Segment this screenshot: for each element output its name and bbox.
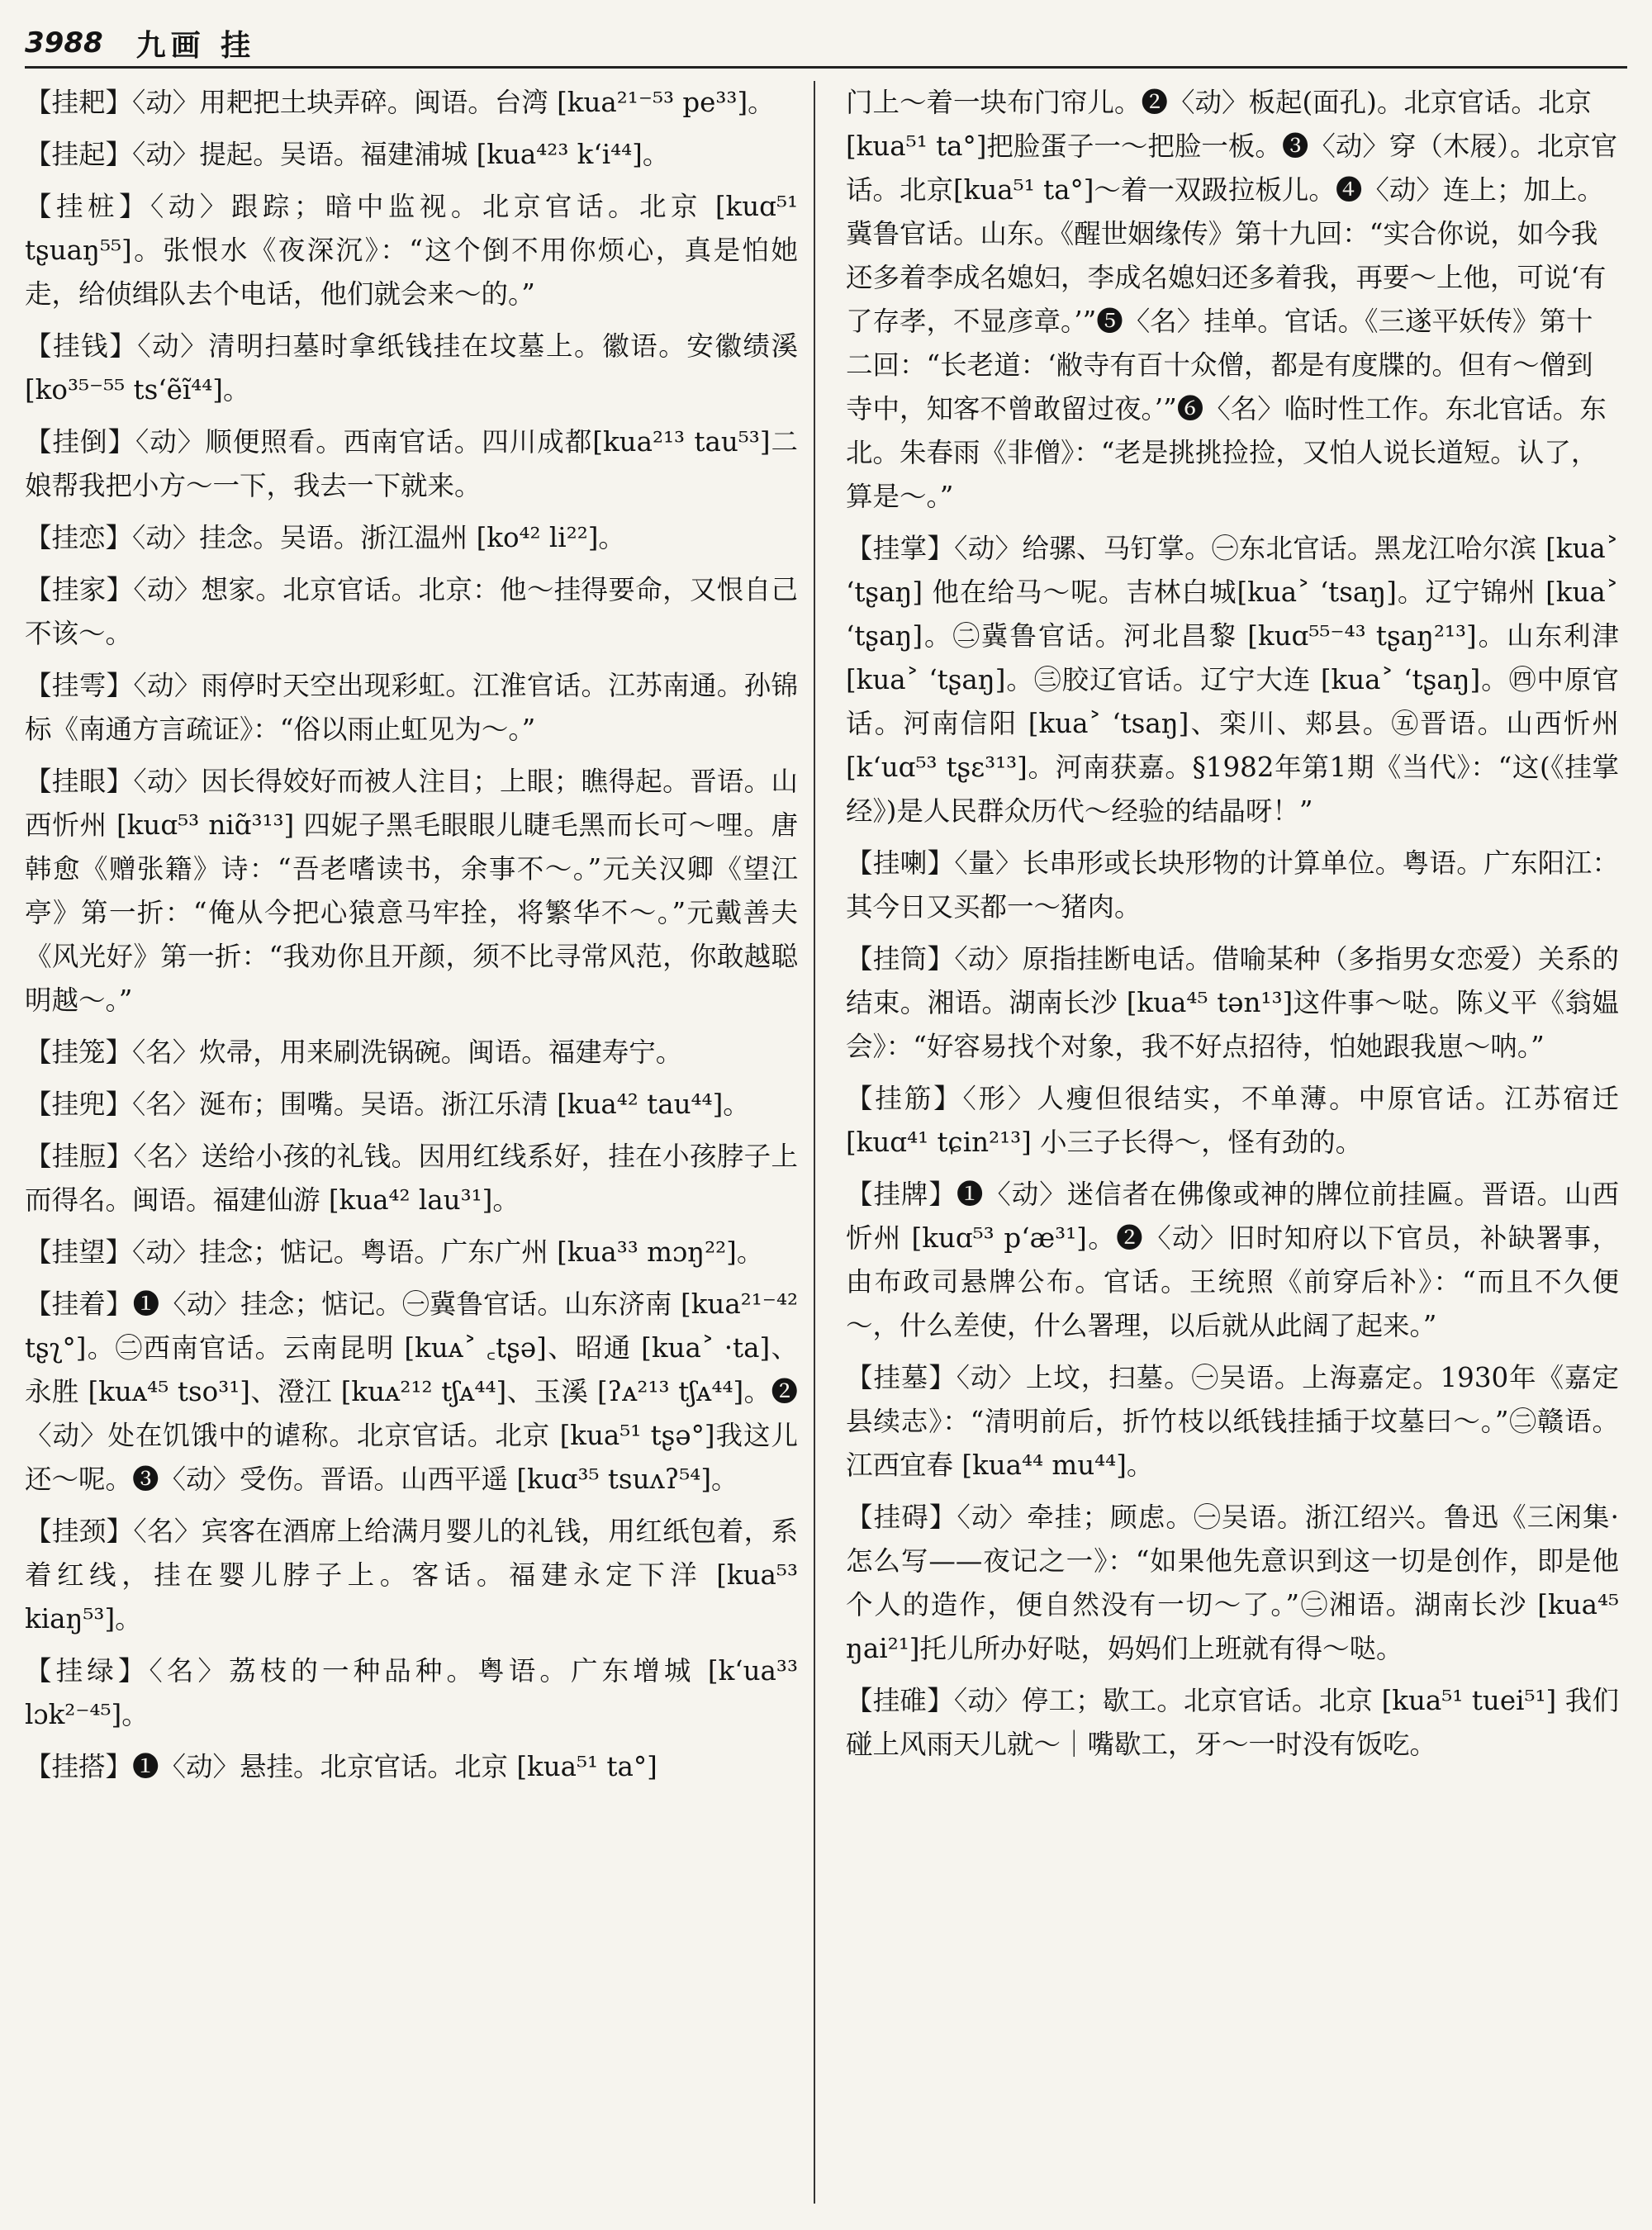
- page-number: 3988: [25, 26, 103, 59]
- entry-gua-tong: 【挂筒】〈动〉原指挂断电话。借喻某种（多指男女恋爱）关系的结束。湘语。湖南长沙 [kua⁴⁵ tən¹³]这件事～哒。陈义平《翁媪会》：“好容易找个对象，我不好点招待，怕她跟我崽～呐。”: [846, 943, 1619, 1062]
- entry-gua-jing: 【挂颈】〈名〉宾客在酒席上给满月婴儿的礼钱，用红纸包着，系着红线，挂在婴儿脖子上。客话。福建永定下洋 [kua⁵³ kiaŋ⁵³]。: [25, 1516, 798, 1635]
- entry-gua-yan: 【挂眼】〈动〉因长得姣好而被人注目；上眼；瞧得起。晋语。山西忻州 [kuɑ⁵³ niɑ̃³¹³] 四妮子黑毛眼眼儿睫毛黑而长可～哩。唐韩愈《赠张籍》诗：“吾老嗜读书，余事不～。”元关汉卿《望江亭》第一折：“俺从今把心猿意马牢拴，将繁华不～。”元戴善夫《风光好》第一折：“我劝你且开颜，须不比寻常风范，你敢越聪明越～。”: [25, 766, 798, 1016]
- entry-gua-yu: 【挂雩】〈动〉雨停时天空出现彩虹。江淮官话。江苏南通。孙锦标《南通方言疏证》：“俗以雨止虹见为～。”: [25, 670, 798, 745]
- entry-gua-wang: 【挂望】〈动〉挂念；惦记。粤语。广东广州 [kua³³ mɔŋ²²]。: [25, 1236, 764, 1268]
- entry-gua-ai: 【挂碍】〈动〉牵挂；顾虑。㊀吴语。浙江绍兴。鲁迅《三闲集·怎么写——夜记之一》：“如果他先意识到这一切是创作，即是他个人的造作，便自然没有一切～了。”㊁湘语。湖南长沙 [kua⁴⁵ ŋai²¹]托儿所办好哒，妈妈们上班就有得～哒。: [846, 1502, 1619, 1664]
- entry-gua-qian: 【挂钱】〈动〉清明扫墓时拿纸钱挂在坟墓上。徽语。安徽绩溪 [ko³⁵⁻⁵⁵ ts‘ẽĩ⁴⁴]。: [25, 330, 798, 406]
- entry-gua-lv: 【挂绿】〈名〉荔枝的一种品种。粤语。广东增城 [k‘ua³³ lɔk²⁻⁴⁵]。: [25, 1655, 798, 1730]
- entry-gua-dou: 【挂兜】〈名〉涎布；围嘴。吴语。浙江乐清 [kua⁴² tau⁴⁴]。: [25, 1089, 750, 1120]
- entry-gua-lian: 【挂恋】〈动〉挂念。吴语。浙江温州 [ko⁴² li²²]。: [25, 522, 625, 553]
- section-title: 九画 挂: [135, 27, 256, 63]
- column-divider: [814, 81, 815, 2204]
- left-column: [25, 81, 798, 2212]
- entry-gua-zhe: 【挂着】❶〈动〉挂念；惦记。㊀冀鲁官话。山东济南 [kua²¹⁻⁴² tʂʅ°]。㊁西南官话。云南昆明 [kuᴀ˃ ꜀tʂə]、昭通 [kua˃ ·ta]、永胜 [kuᴀ⁴⁵ tso³¹]、澄江 [kuᴀ²¹² tʃᴀ⁴⁴]、玉溪 [ʔᴀ²¹³ tʃᴀ⁴⁴]。❷〈动〉处在饥饿中的谑称。北京官话。北京 [kua⁵¹ tʂə°]我这儿还～呢。❸〈动〉受伤。晋语。山西平遥 [kuɑ³⁵ tsuʌʔ⁵⁴]。: [25, 1288, 798, 1495]
- entry-gua-qi: 【挂起】〈动〉提起。吴语。福建浦城 [kua⁴²³ k‘i⁴⁴]。: [25, 139, 670, 170]
- entry-gua-da: 【挂搭】❶〈动〉悬挂。北京官话。北京 [kua⁵¹ ta°]: [25, 1751, 657, 1782]
- entry-gua-zhuang: 【挂桩】〈动〉跟踪；暗中监视。北京官话。北京 [kuɑ⁵¹ tʂuaŋ⁵⁵]。张恨水《夜深沉》：“这个倒不用你烦心，真是怕她走，给侦缉队去个电话，他们就会来～的。”: [25, 191, 798, 310]
- entry-gua-jia: 【挂家】〈动〉想家。北京官话。北京：他～挂得要命，又恨自己不该～。: [25, 574, 798, 649]
- entry-gua-dao: 【挂倒】〈动〉顺便照看。西南官话。四川成都[kua²¹³ tau⁵³]二娘帮我把小方～一下，我去一下就来。: [25, 426, 798, 501]
- entry-gua-jin: 【挂筋】〈形〉人瘦但很结实，不单薄。中原官话。江苏宿迁 [kuɑ⁴¹ tɕin²¹³] 小三子长得～，怪有劲的。: [846, 1083, 1619, 1158]
- entry-gua-la: 【挂喇】〈量〉长串形或长块形物的计算单位。粤语。广东阳江：其今日又买都一～猪肉。: [846, 847, 1619, 923]
- entry-gua-dou-neck: 【挂脰】〈名〉送给小孩的礼钱。因用红线系好，挂在小孩脖子上而得名。闽语。福建仙游 [kua⁴² lau³¹]。: [25, 1141, 798, 1216]
- entry-gua-mu: 【挂墓】〈动〉上坟，扫墓。㊀吴语。上海嘉定。1930年《嘉定县续志》：“清明前后，折竹枝以纸钱挂插于坟墓曰～。”㊁赣语。江西宜春 [kua⁴⁴ mu⁴⁴]。: [846, 1362, 1619, 1481]
- entry-gua-pa: 【挂耙】〈动〉用耙把土块弄碎。闽语。台湾 [kua²¹⁻⁵³ pe³³]。: [25, 87, 775, 118]
- entry-gua-zhang: 【挂掌】〈动〉给骡、马钉掌。㊀东北官话。黑龙江哈尔滨 [kua˃ ‘tʂaŋ] 他在给马～呢。吉林白城[kua˃ ‘tsaŋ]。辽宁锦州 [kua˃ ‘tʂaŋ]。㊁冀鲁官话。河北昌黎 [kuɑ⁵⁵⁻⁴³ tʂaŋ²¹³]。山东利津 [kua˃ ‘tʂaŋ]。㊂胶辽官话。辽宁大连 [kua˃ ‘tʂaŋ]。㊃中原官话。河南信阳 [kua˃ ‘tsaŋ]、栾川、郏县。㊄晋语。山西忻州 [k‘uɑ⁵³ tʂɛ³¹³]。河南获嘉。§1982年第1期《当代》：“这(《挂掌经》)是人民群众历代～经验的结晶呀！”: [846, 533, 1619, 827]
- page-header: [25, 20, 1627, 69]
- entry-gua-da-continued: 门上～着一块布门帘儿。❷〈动〉板起(面孔)。北京官话。北京 [kua⁵¹ ta°]把脸蛋子一～把脸一板。❸〈动〉穿（木屐）。北京官话。北京[kua⁵¹ ta°]～着一双趿拉板儿。❹〈动〉连上；加上。冀鲁官话。山东。《醒世姻缘传》第十九回：“实合你说，如今我还多着李成名媳妇，李成名媳妇还多着我，再要～上他，可说‘有了存孝，不显彦章。’”❺〈名〉挂单。官话。《三遂平妖传》第十二回：“长老道：‘敝寺有百十众僧，都是有度牒的。但有～僧到寺中，知客不曾敢留过夜。’”❻〈名〉临时性工作。东北官话。东北。朱春雨《非僧》：“老是挑挑捡捡，又怕人说长道短。认了，算是～。”: [846, 87, 1618, 512]
- entry-gua-pai: 【挂牌】❶〈动〉迷信者在佛像或神的牌位前挂匾。晋语。山西忻州 [kuɑ⁵³ p‘æ³¹]。❷〈动〉旧时知府以下官员，补缺署事，由布政司悬牌公布。官话。王统照《前穿后补》：“而且不久便～，什么差使，什么署理，以后就从此阔了起来。”: [846, 1179, 1619, 1341]
- right-column: [846, 81, 1619, 2212]
- entry-gua-long: 【挂笼】〈名〉炊帚，用来刷洗锅碗。闽语。福建寿宁。: [25, 1037, 683, 1068]
- entry-gua-dui: 【挂碓】〈动〉停工；歇工。北京官话。北京 [kua⁵¹ tuei⁵¹] 我们碰上风雨天儿就～｜嘴歇工，牙～一时没有饭吃。: [846, 1685, 1619, 1760]
